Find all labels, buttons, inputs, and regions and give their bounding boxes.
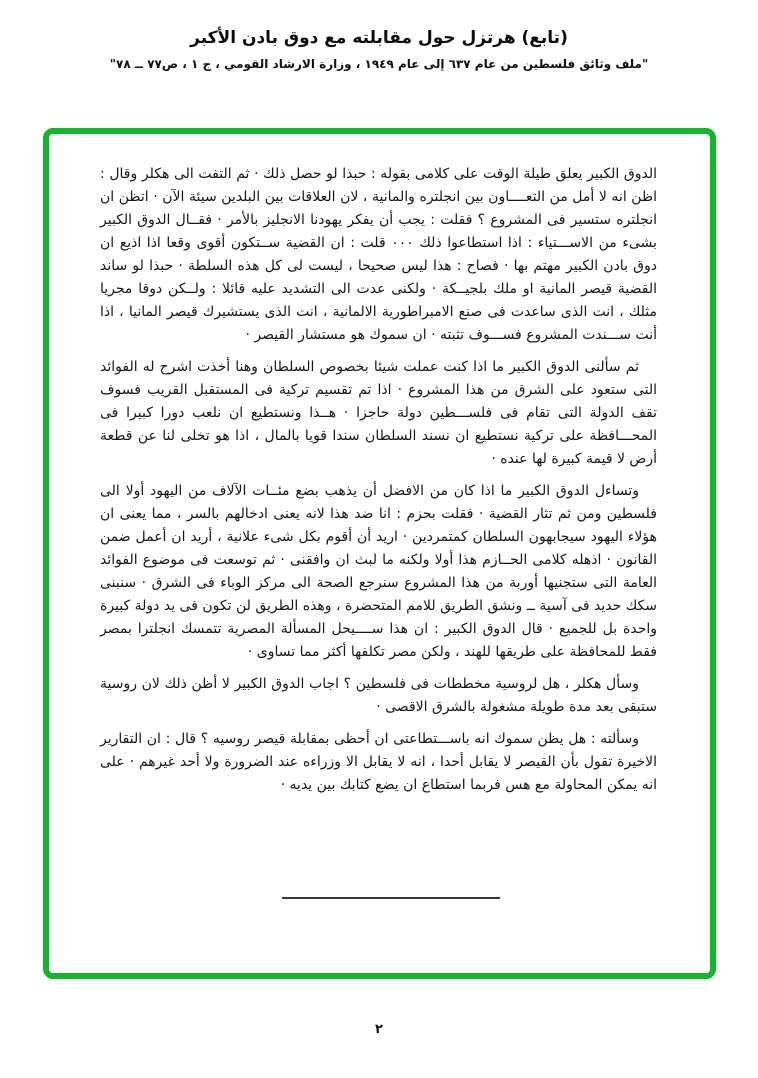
source-citation: "ملف وثائق فلسطين من عام ٦٣٧ إلى عام ١٩٤٩ ، وزارة الارشاد القومي ، ج ١ ، ص٧٧ ــ ٧٨" <box>109 57 649 71</box>
paragraph-2: ثم سألنى الدوق الكبير ما اذا كنت عملت شيئا بخصوص السلطان وهنا أخذت اشرح له الفوائد التى ستعود على الشرق من هذا المشروع · اذا تم تقسيم تركية فى المستقبل القريب فسوف تقف الدولة التى تقام فى فلســـطين دولة حاجزا · هــذا ونستطيع ان نلعب دورا كبيرا فى المحـــافظة على تركية نستطيع ان نسند السلطان سندا قويا بالمال ، اذا هو تخلى لنا عن قطعة أرض لا قيمة كبيرة لها عنده · <box>100 359 657 467</box>
footer-separator-line <box>282 897 500 899</box>
document-text-block <box>100 163 657 806</box>
page-number: ٢ <box>375 1022 383 1037</box>
page-header <box>0 28 758 71</box>
paragraph-5: وسألته : هل يظن سموك انه باســـتطاعتى ان أحظى بمقابلة قيصر روسيه ؟ قال : ان التقارير الاخيرة تقول بأن القيصر لا يقابل أحدا ، انه لا يقابل الا وزراءه عند الضرورة ولا أحد غيرهم · على انه يمكن المحاولة مع هس فربما استطاع ان يضع كتابك بين يديه · <box>100 731 657 793</box>
page-title: (تابع) هرتزل حول مقابلته مع دوق بادن الأكبر <box>190 28 568 48</box>
paragraph-4: وسأل هكلر ، هل لروسية مخططات فى فلسطين ؟ اجاب الدوق الكبير لا أظن ذلك لان روسية ستبقى بعد مدة طويلة مشغولة بالشرق الاقصى · <box>100 676 657 715</box>
paragraph-1: الدوق الكبير يعلق طيلة الوقت على كلامى بقوله : حبذا لو حصل ذلك · ثم التفت الى هكلر وقال : اظن انه لا أمل من التعــــاون بين انجلتره والمانية ، لان العلاقات بين البلدين سيئة الآن · اتظن ان انجلتره ستسير فى المشروع ؟ فقلت : يجب أن يفكر يهودنا الانجليز بالأمر · فقــال الدوق الكبير بشىء من الاســـتياء : اذا استطاعوا ذلك ٠٠٠ قلت : ان القضية ســتكون أقوى وقعا اذا اذيع ان دوق بادن الكبير مهتم بها · فصاح : هذا ليس صحيحا ، ليست لى كل هذه السلطة · حبذا لو ساند القضية قيصر المانية او ملك بلجيــكة · ولكنى عدت الى التشديد عليه قائلا : ولــكن دوقا مجريا مثلك ، انت الذى ساعدت فى صنع الامبراطورية الالمانية ، انت الذى يستشيرك قيصر المانيا ، اذا أنت ســـندت المشروع فســـوف تثبته · ان سموك هو مستشار القيصر · <box>100 166 657 343</box>
paragraph-3: وتساءل الدوق الكبير ما اذا كان من الافضل أن يذهب بضع مئــات الآلاف من اليهود أولا الى فلسطين ومن ثم تثار القضية · فقلت بحزم : انا ضد هذا لانه يعنى ادخالهم بالسر ، مما يعنى ان هؤلاء اليهود سيجابهون السلطان كمتمردين · اريد أن أقوم بكل شىء علانية ، أريد ان أعمل ضمن القانون · اذهله كلامى الحــازم هذا أولا ولكنه ما لبث ان وافقنى · ثم توسعت فى موضوع الفوائد العامة التى ستجنيها أوربة من هذا المشروع سنرجع الصحة الى مركز الوباء فى الشرق · سنبنى سكك حديد فى آسية ــ ونشق الطريق للامم المتحضرة ، وهذه الطريق لن تكون فى يد دولة كبيرة واحدة بل للجميع · قال الدوق الكبير : ان هذا ســــيحل المسألة المصرية تتمسك انجلترا بمصر فقط للمحافظة على طريقها للهند ، ولكن مصر تكلفها أكثر مما تساوى · <box>100 483 657 660</box>
